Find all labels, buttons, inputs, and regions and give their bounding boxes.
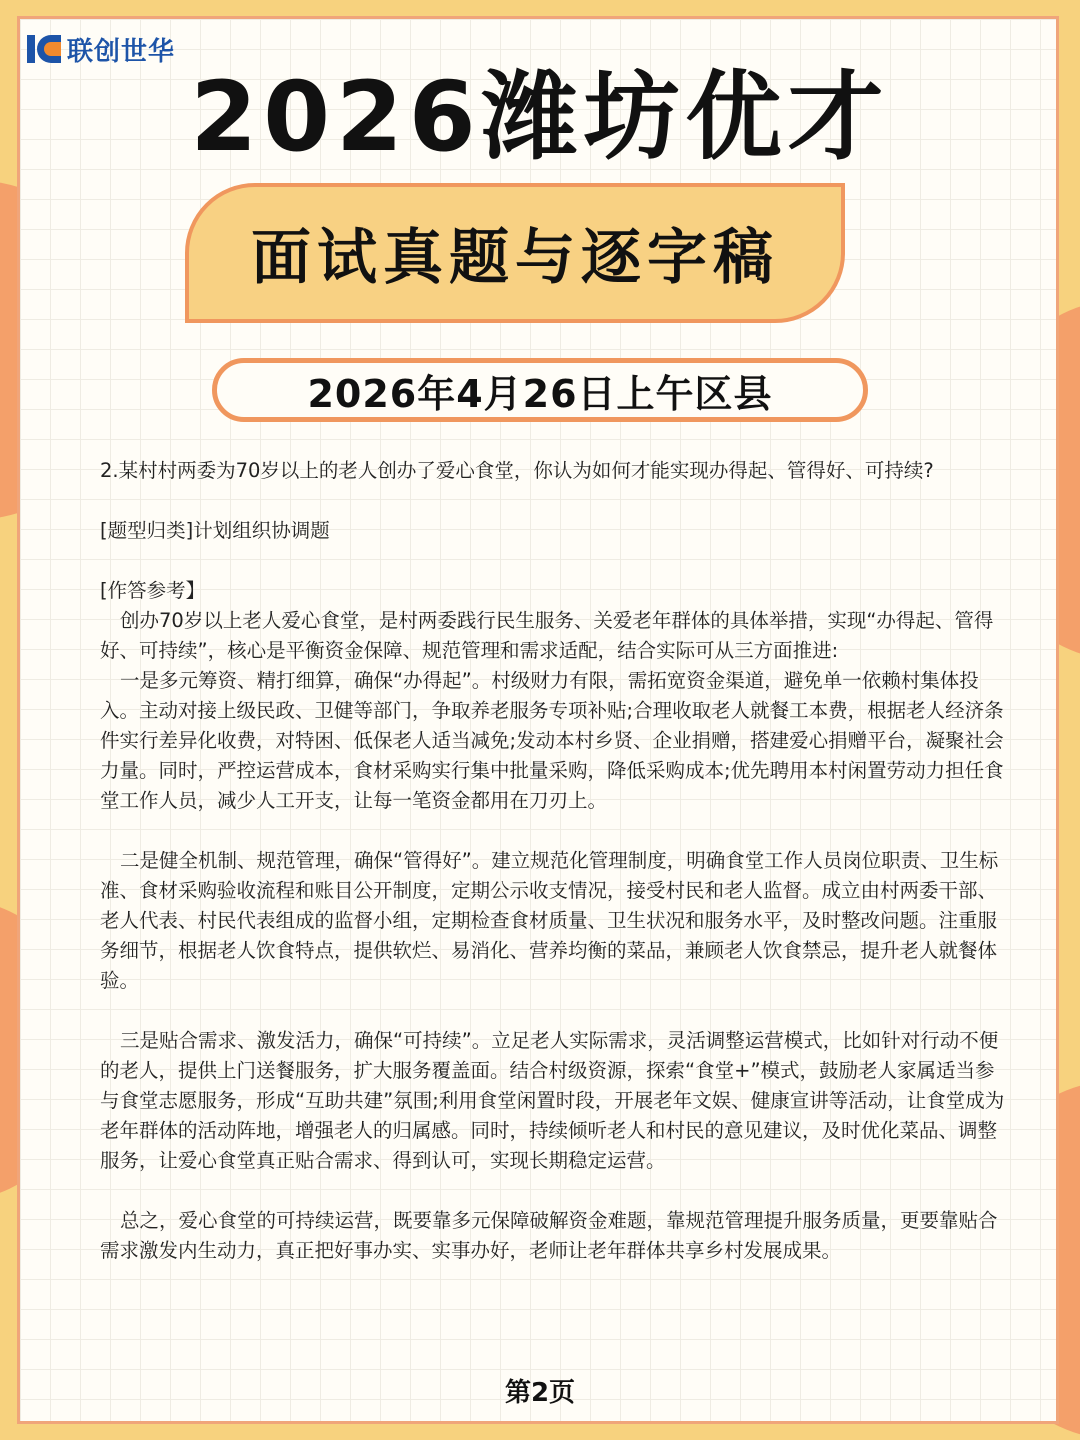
session-date-pill	[212, 358, 868, 422]
brand-name: 联创世华	[67, 36, 176, 67]
page-title: 2026潍坊优才	[190, 61, 890, 173]
answer-heading: [作答参考】	[100, 579, 206, 602]
subtitle-banner	[185, 183, 845, 323]
answer-intro: 创办70岁以上老人爱心食堂，是村两委践行民生服务、关爱老年群体的具体举措，实现“办得起、管得好、可持续”，核心是平衡资金保障、规范管理和需求适配，结合实际可从三方面推进:	[100, 609, 994, 662]
answer-conclusion: 总之，爱心食堂的可持续运营，既要靠多元保障破解资金难题，靠规范管理提升服务质量，更要靠贴合需求激发内生动力，真正把好事办实、实事办好，老师让老年群体共享乡村发展成果。	[100, 1209, 998, 1262]
page-number: 第2页	[504, 1378, 576, 1408]
session-date: 2026年4月26日上午区县	[307, 371, 773, 416]
answer-point-2: 二是健全机制、规范管理，确保“管得好”。建立规范化管理制度，明确食堂工作人员岗位职责、卫生标准、食材采购验收流程和账目公开制度，定期公示收支情况，接受村民和老人监督。成立由村两委干部、老人代表、村民代表组成的监督小组，定期检查食材质量、卫生状况和服务水平，及时整改问题。注重服务细节，根据老人饮食特点，提供软烂、易消化、营养均衡的菜品，兼顾老人饮食禁忌，提升老人就餐体验。	[100, 849, 999, 992]
document-body	[100, 456, 1005, 1266]
subtitle-text: 面试真题与逐字稿	[251, 223, 779, 293]
answer-point-3: 三是贴合需求、激发活力，确保“可持续”。立足老人实际需求，灵活调整运营模式，比如针对行动不便的老人，提供上门送餐服务，扩大服务覆盖面。结合村级资源，探索“食堂+”模式，鼓励老人家属适当参与食堂志愿服务，形成“互助共建”氛围;利用食堂闲置时段，开展老年文娱、健康宣讲等活动，让食堂成为老年群体的活动阵地，增强老人的归属感。同时，持续倾听老人和村民的意见建议，及时优化菜品、调整服务，让爱心食堂真正贴合需求、得到认可，实现长期稳定运营。	[100, 1029, 1005, 1172]
question-text: 2.某村村两委为70岁以上的老人创办了爱心食堂，你认为如何才能实现办得起、管得好、可持续?	[100, 459, 934, 482]
answer-point-1: 一是多元筹资、精打细算，确保“办得起”。村级财力有限，需拓宽资金渠道，避免单一依赖村集体投入。主动对接上级民政、卫健等部门，争取养老服务专项补贴;合理收取老人就餐工本费，根据老人经济条件实行差异化收费，对特困、低保老人适当减免;发动本村乡贤、企业捐赠，搭建爱心捐赠平台，凝聚社会力量。同时，严控运营成本，食材采购实行集中批量采购，降低采购成本;优先聘用本村闲置劳动力担任食堂工作人员，减少人工开支，让每一笔资金都用在刀刃上。	[100, 669, 1004, 812]
category-text: [题型归类]计划组织协调题	[100, 519, 330, 542]
brand-logo-icon	[27, 35, 63, 63]
brand-logo	[27, 33, 175, 65]
